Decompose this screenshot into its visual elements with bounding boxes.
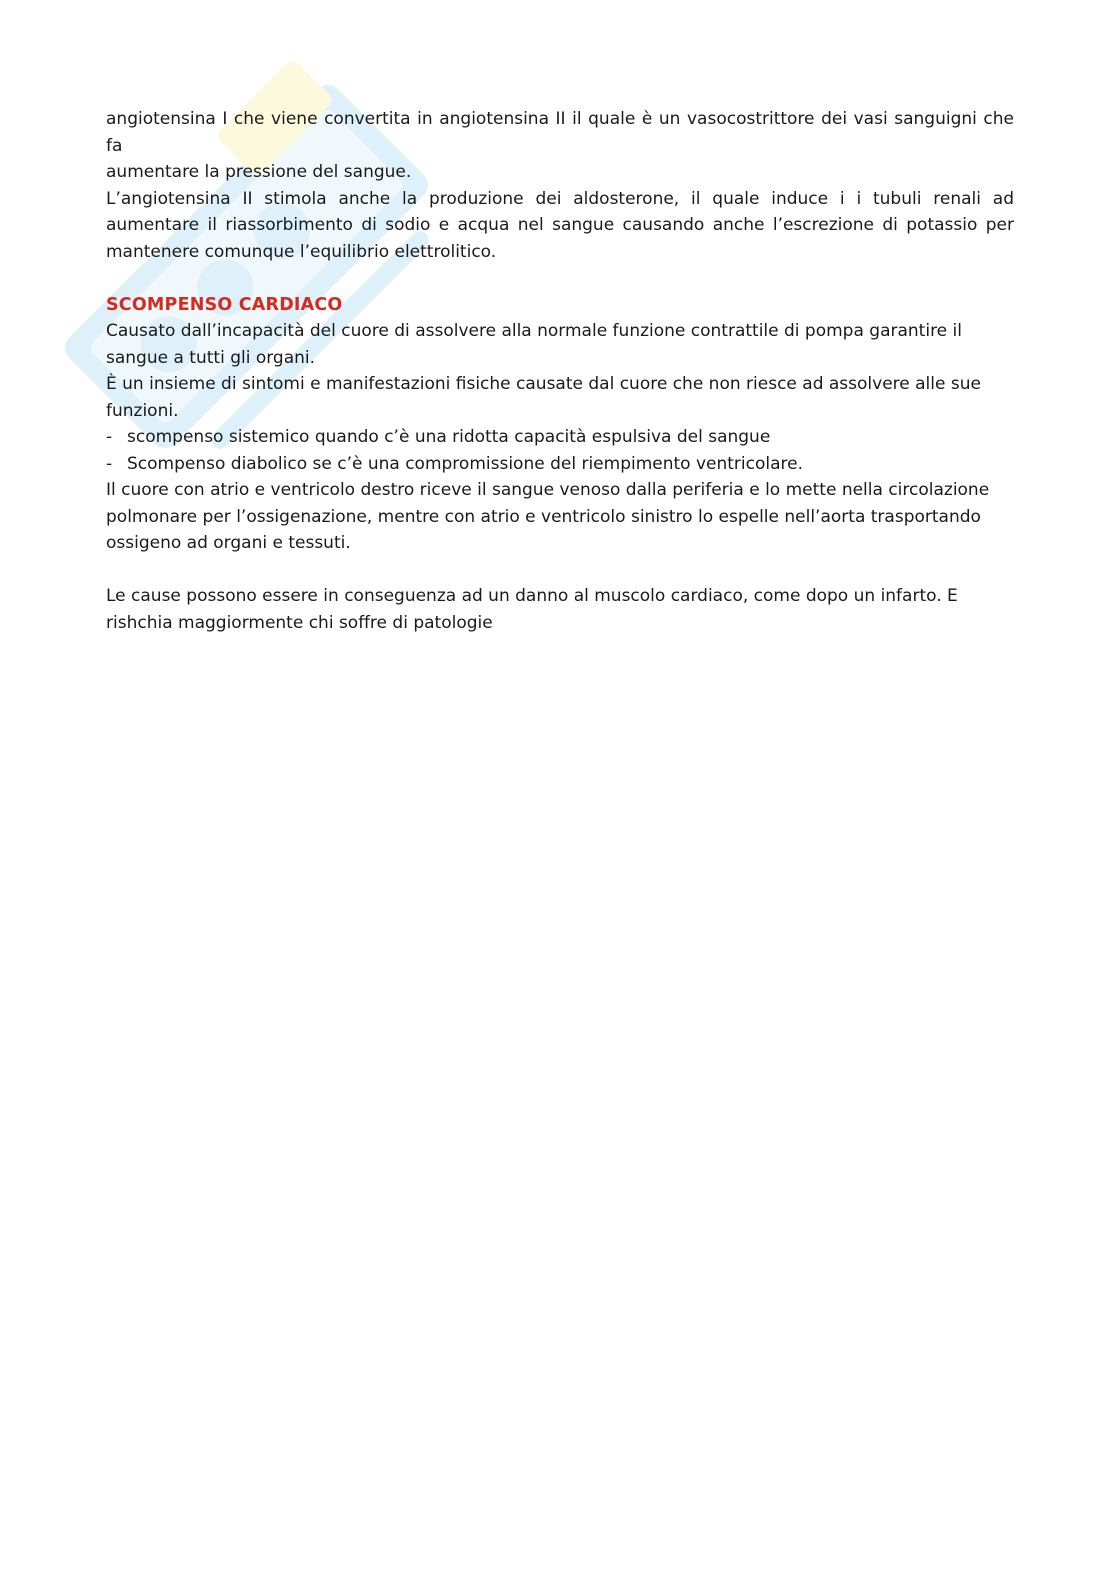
list-item — [106, 424, 1014, 451]
paragraph-angiotensina — [106, 106, 1014, 186]
list-dash: - — [106, 427, 113, 447]
line: È un insieme di sintomi e manifestazioni fisiche causate dal cuore che non riesce ad assolvere alle sue — [106, 374, 981, 394]
line: Il cuore con atrio e ventricolo destro riceve il sangue venoso dalla periferia e lo mette nella circolazione — [106, 480, 990, 500]
paragraph-causato — [106, 318, 1014, 371]
spacer — [106, 265, 1014, 292]
line: sangue a tutti gli organi. — [106, 347, 316, 368]
paragraph-cause — [106, 583, 1014, 636]
document-body — [106, 106, 1014, 636]
list-dash: - — [106, 453, 113, 474]
line: mantenere comunque l’equilibrio elettrolitico. — [106, 241, 497, 262]
line: aumentare il riassorbimento di sodio e acqua nel sangue causando anche l’escrezione di potassio per — [106, 215, 1014, 235]
line: rishchia maggiormente chi soffre di patologie — [106, 612, 493, 633]
line: Le cause possono essere in conseguenza ad un danno al muscolo cardiaco, come dopo un infarto. E — [106, 586, 958, 606]
bullet-list — [106, 424, 1014, 477]
line: ossigeno ad organi e tessuti. — [106, 533, 351, 553]
list-item-text: Scompenso diabolico se c’è una compromissione del riempimento ventricolare. — [127, 453, 804, 474]
section-heading: SCOMPENSO CARDIACO — [106, 294, 343, 315]
list-item-text: scompenso sistemico quando c’è una ridotta capacità espulsiva del sangue — [127, 427, 771, 447]
line: Causato dall’incapacità del cuore di assolvere alla normale funzione contrattile di pompa garantire il — [106, 321, 962, 341]
paragraph-aldosterone — [106, 186, 1014, 266]
paragraph-cuore-atrio — [106, 477, 1014, 557]
list-item — [106, 451, 1014, 478]
line: polmonare per l’ossigenazione, mentre con atrio e ventricolo sinistro lo espelle nell’aorta trasportando — [106, 506, 981, 527]
spacer — [106, 557, 1014, 584]
line: L’angiotensina II stimola anche la produzione dei aldosterone, il quale induce i i tubuli renali ad — [106, 188, 1014, 209]
line: funzioni. — [106, 400, 179, 421]
line: angiotensina I che viene convertita in angiotensina II il quale è un vasocostrittore dei vasi sanguigni che fa — [106, 109, 1014, 156]
paragraph-insieme-sintomi — [106, 371, 1014, 424]
line: aumentare la pressione del sangue. — [106, 162, 412, 182]
